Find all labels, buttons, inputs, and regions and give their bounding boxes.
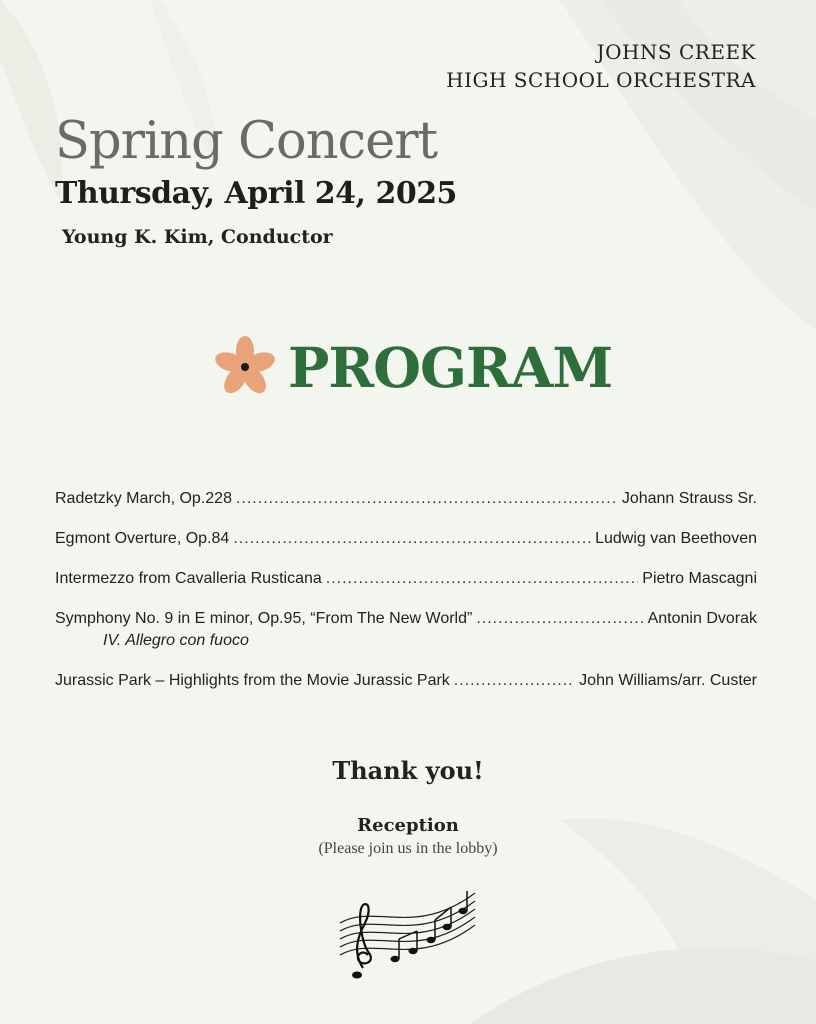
orchestra-name-line2: HIGH SCHOOL ORCHESTRA	[446, 68, 756, 92]
movement-title: IV. Allegro con fuoco	[103, 632, 249, 649]
program-title: PROGRAM	[288, 334, 613, 400]
program-item	[55, 488, 757, 510]
concert-title: Spring Concert	[55, 112, 438, 171]
program-item	[55, 568, 757, 590]
program-heading	[212, 334, 612, 400]
piece-title: Egmont Overture, Op.84	[55, 530, 230, 547]
composer-name: Pietro Mascagni	[642, 570, 757, 587]
leader-dots	[476, 608, 643, 630]
program-item	[55, 528, 757, 550]
leader-dots	[236, 488, 618, 510]
orchestra-name-line1: JOHNS CREEK	[596, 40, 756, 64]
reception-label: Reception	[357, 815, 459, 836]
orchestra-name	[446, 38, 756, 94]
conductor-name: Young K. Kim, Conductor	[62, 226, 333, 248]
flower-icon	[212, 334, 278, 400]
concert-date: Thursday, April 24, 2025	[55, 176, 457, 211]
piece-title: Jurassic Park – Highlights from the Movie Jurassic Park	[55, 672, 450, 689]
piece-title: Symphony No. 9 in E minor, Op.95, “From The New World”	[55, 610, 473, 627]
composer-name: Antonin Dvorak	[647, 610, 757, 627]
program-item	[55, 670, 757, 692]
composer-name: John Williams/arr. Custer	[579, 672, 757, 689]
reception-note: (Please join us in the lobby)	[318, 840, 498, 857]
composer-name: Ludwig van Beethoven	[595, 530, 757, 547]
leader-dots	[454, 670, 575, 692]
piece-title: Radetzky March, Op.228	[55, 490, 232, 507]
piece-title: Intermezzo from Cavalleria Rusticana	[55, 570, 322, 587]
leader-dots	[233, 528, 591, 550]
thank-you-text: Thank you!	[332, 756, 484, 785]
composer-name: Johann Strauss Sr.	[621, 490, 757, 507]
program-list	[55, 488, 757, 710]
music-notes-icon	[335, 883, 480, 988]
program-item	[55, 608, 757, 652]
leader-dots	[326, 568, 639, 590]
